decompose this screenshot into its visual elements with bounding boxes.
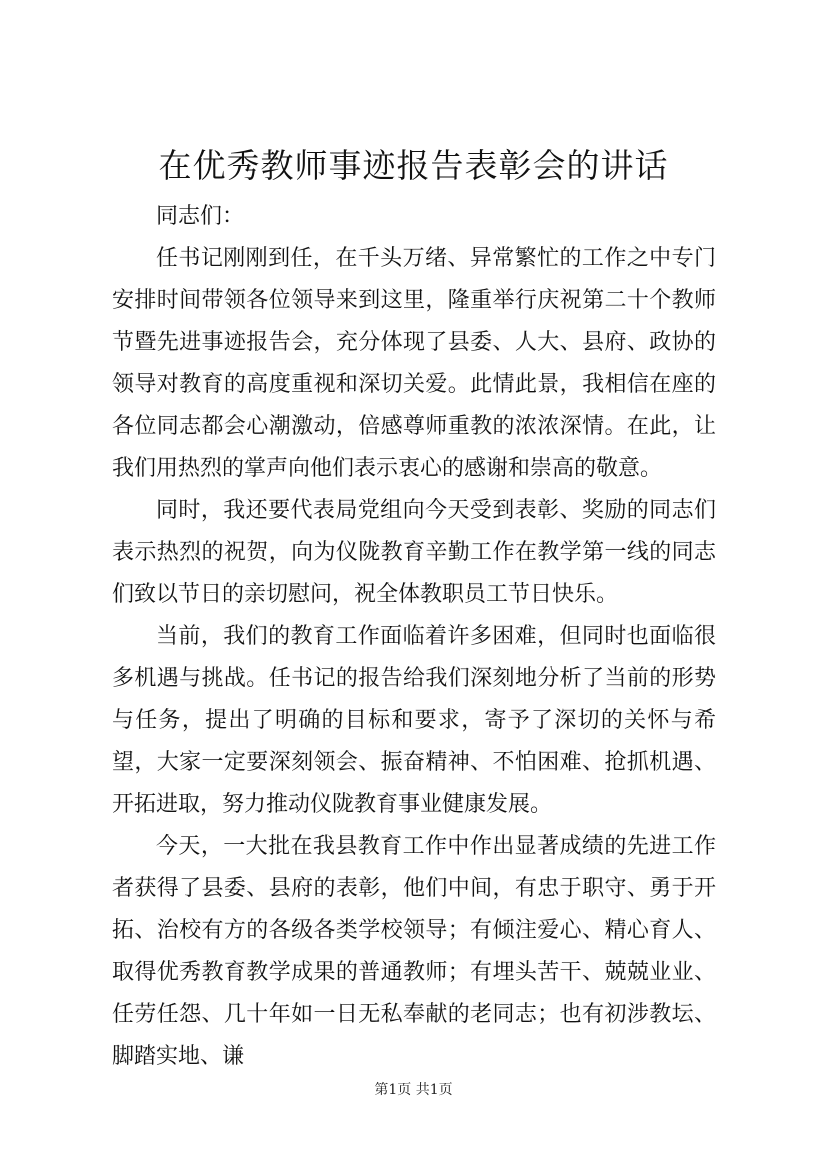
body-paragraph-4: 今天，一大批在我县教育工作中作出显著成绩的先进工作者获得了县委、县府的表彰，他们中间，有忠于职守、勇于开拓、治校有方的各级各类学校领导；有倾注爱心、精心育人、取得优秀教育教学成果的普通教师；有埋头苦干、兢兢业业、任劳任怨、几十年如一日无私奉献的老同志；也有初涉教坛、脚踏实地、谦 (112, 834, 716, 1069)
salutation-paragraph: 同志们： (156, 204, 245, 229)
body-paragraph-1: 任书记刚刚到任，在千头万绪、异常繁忙的工作之中专门安排时间带领各位领导来到这里，隆重举行庆祝第二十个教师节暨先进事迹报告会，充分体现了县委、人大、县府、政协的领导对教育的高度重视和深切关爱。此情此景，我相信在座的各位同志都会心潮激动，倍感尊师重教的浓浓深情。在此，让我们用热烈的掌声向他们表示衷心的感谢和崇高的敬意。 (112, 246, 716, 481)
body-paragraph-2: 同时，我还要代表局党组向今天受到表彰、奖励的同志们表示热烈的祝贺，向为仪陇教育辛勤工作在教学第一线的同志们致以节日的亲切慰问，祝全体教职员工节日快乐。 (112, 498, 716, 607)
page-footer: 第1页 共1页 (374, 1082, 453, 1098)
body-paragraph-3: 当前，我们的教育工作面临着许多困难，但同时也面临很多机遇与挑战。任书记的报告给我们深刻地分析了当前的形势与任务，提出了明确的目标和要求，寄予了深切的关怀与希望，大家一定要深刻领会、振奋精神、不怕困难、抢抓机遇、开拓进取，努力推动仪陇教育事业健康发展。 (112, 624, 716, 817)
document-body (112, 196, 716, 1078)
document-title: 在优秀教师事迹报告表彰会的讲话 (158, 146, 669, 185)
